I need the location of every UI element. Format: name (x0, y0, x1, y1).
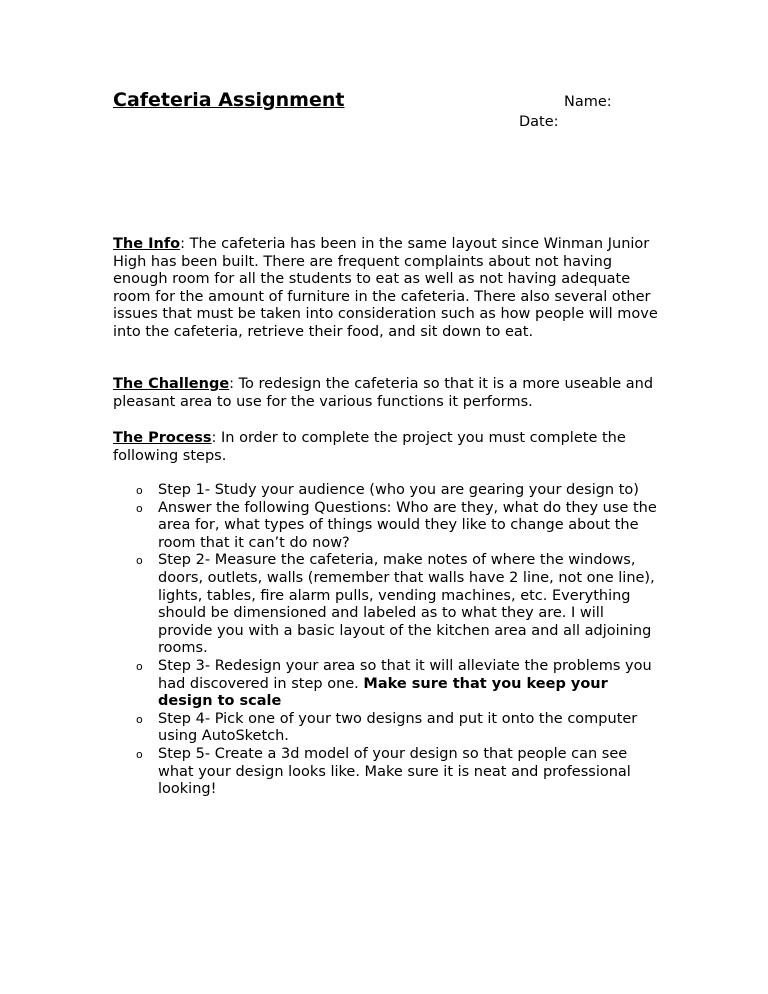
date-label: Date: (519, 114, 559, 130)
process-paragraph (113, 430, 658, 465)
info-paragraph (113, 236, 658, 342)
step-text: Step 4- Pick one of your two designs and put it onto the computer using AutoSketch. (158, 710, 638, 745)
steps-list (136, 482, 658, 799)
list-item (136, 745, 658, 799)
step-text: Step 1- Study your audience (who you are gearing your design to) (158, 482, 639, 498)
step-text: Step 2- Measure the cafeteria, make notes of where the windows, doors, outlets, walls (remember that walls have 2 line, not one line), lights, tables, fire alarm pulls, vending machines, etc. Everything should be dimensioned and labeled as to what they are. I will provide you with a basic layout of the kitchen area and all adjoining rooms. (158, 552, 655, 657)
bullet-icon: o (136, 501, 143, 515)
info-text: : The cafeteria has been in the same layout since Winman Junior High has been built. There are frequent complaints about not having enough room for all the students to eat as well as not having adequate room for the amount of furniture in the cafeteria. There also several other issues that must be taken into consideration such as how people will move into the cafeteria, retrieve their food, and sit down to eat. (113, 236, 658, 340)
process-heading: The Process (113, 430, 212, 446)
list-item (136, 657, 658, 711)
step-emphasis: Make sure that you keep your design to scale (158, 675, 608, 710)
process-text: : In order to complete the project you must complete the following steps. (113, 430, 626, 464)
challenge-heading: The Challenge (113, 376, 230, 392)
page-title: Cafeteria Assignment (113, 89, 345, 111)
step-text: Step 5- Create a 3d model of your design so that people can see what your design looks like. Make sure it is neat and professional looking! (158, 745, 631, 798)
bullet-icon: o (136, 554, 143, 568)
list-item (136, 710, 658, 746)
step-text: Answer the following Questions: Who are they, what do they use the area for, what types of things would they like to change about the room that it can’t do now? (158, 499, 657, 551)
name-label: Name: (564, 94, 612, 110)
step-text: Step 3- Redesign your area so that it will alleviate the problems you had discovered in step one. (158, 657, 652, 692)
bullet-icon: o (136, 712, 143, 726)
bullet-icon: o (136, 659, 143, 673)
list-item (136, 499, 658, 553)
challenge-paragraph (113, 376, 658, 411)
list-item (136, 552, 658, 658)
bullet-icon: o (136, 747, 143, 761)
bullet-icon: o (136, 484, 143, 497)
challenge-text: : To redesign the cafeteria so that it is a more useable and pleasant area to use for the various functions it performs. (113, 376, 654, 410)
info-heading: The Info (113, 236, 181, 252)
list-item (136, 482, 658, 500)
